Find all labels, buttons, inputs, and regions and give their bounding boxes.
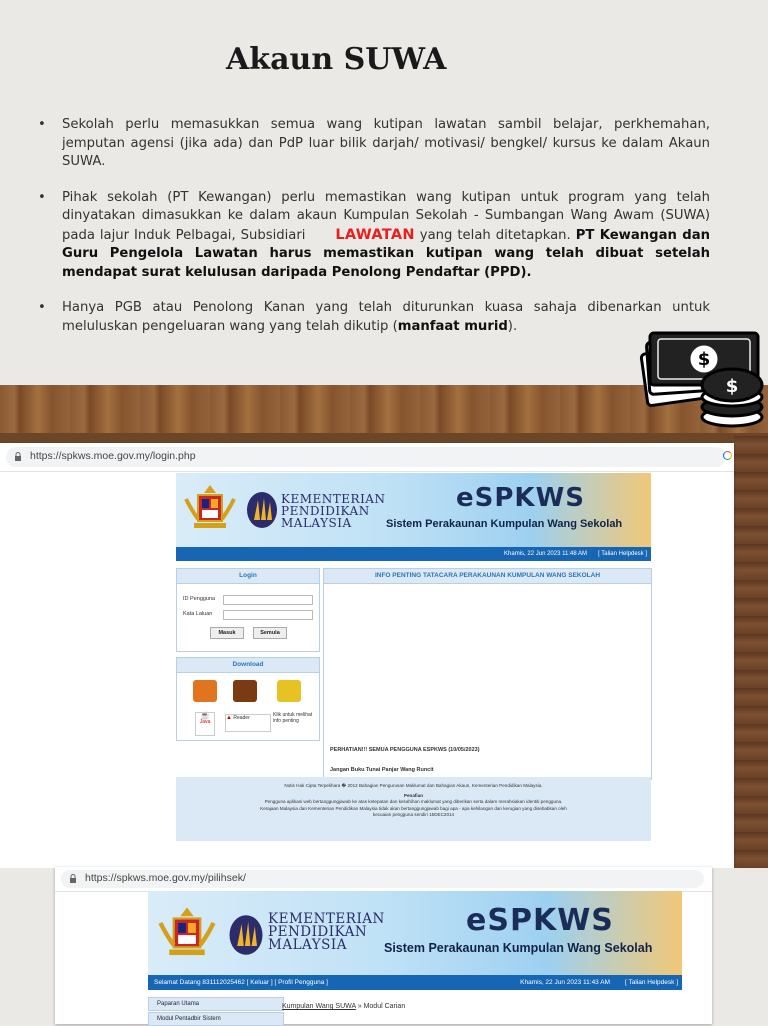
espkws-main-app [148, 891, 682, 1024]
kpm-logo-icon [228, 913, 264, 957]
welcome-user-text[interactable]: Selamat Datang 831112025462 [ Keluar ] [ Profil Pengguna ] [154, 979, 328, 986]
info-panel [323, 568, 652, 780]
lock-icon [14, 452, 22, 461]
disclaimer-title: Penafian [403, 793, 424, 799]
bullet-item-3 [38, 299, 710, 336]
download-panel [176, 657, 320, 741]
bullet-text: yang telah ditetapkan. [419, 227, 571, 243]
manual-book-icon[interactable] [193, 680, 217, 702]
bullet-item-1 [38, 116, 710, 172]
menu-item-home[interactable]: Paparan Utama [148, 997, 284, 1011]
notice-title: PERHATIAN!!! SEMUA PENGGUNA ESPKWS (10/05/2023) [330, 747, 480, 753]
menu-item-admin[interactable]: Modul Pentadbir Sistem [148, 1012, 284, 1026]
bullet-item-2 [38, 189, 710, 283]
edit-document-icon[interactable] [233, 680, 257, 702]
ministry-line-2: PENDIDIKAN [281, 504, 370, 518]
wood-edge [734, 433, 768, 868]
browser-address-bar [0, 443, 734, 472]
current-date: Khamis, 22 Jun 2023 11:43 AM [520, 979, 610, 986]
lock-icon [69, 874, 77, 883]
download-panel-title: Download [177, 658, 319, 673]
slide-title: Akaun SUWA [226, 42, 447, 77]
login-page-screenshot [0, 443, 734, 868]
bullet-text: Hanya PGB atau Penolong Kanan yang telah diturunkan kuasa sahaja dibenarkan untuk meluluskan pengeluaran wang yang telah dikutip ( [62, 300, 710, 334]
java-label: Java [199, 719, 211, 725]
malaysia-crest-icon [156, 903, 218, 965]
highlight-lawatan: LAWATAN [335, 226, 415, 243]
breadcrumb-link[interactable]: Kumpulan Wang SUWA [282, 1003, 356, 1010]
login-panel-title: Login [177, 569, 319, 584]
disclaimer-line-2: Kerajaan Malaysia dan Kementerian Pendidikan Malaysia tidak akan bertanggungjawab bagi apa - apa kehilangan dan kerugian yang disebabkan oleh [260, 805, 567, 811]
bullet-text: Pihak sekolah (PT Kewangan) perlu memastikan wang kutipan untuk program yang telah dinyatakan dimasukkan ke dalam akaun Kumpulan Sekolah - Sumbangan Wang Awam (SUWA) pada lajur Induk Pelbagai, Subsidiari [62, 189, 710, 243]
password-input[interactable] [223, 610, 313, 620]
reader-label: Reader [233, 715, 250, 721]
top-nav-bar [176, 547, 651, 561]
java-icon: ☕ [200, 711, 210, 720]
disclaimer-line-3: kecuaian pengguna sendiri 15DEC2014 [372, 811, 455, 817]
bullet-marker: • [38, 189, 46, 205]
ministry-line-3: MALAYSIA [281, 516, 352, 530]
helpdesk-link[interactable]: [ Talian Helpdesk ] [625, 979, 678, 986]
folder-download-icon[interactable] [277, 680, 301, 702]
bullet-emphasis: PT Kewangan dan Guru Pengelola Lawatan harus memastikan kutipan wang telah dibuat setelah mendapat surat kelulusan daripada Penolong Pendaftar (PPD). [62, 227, 710, 280]
adobe-reader-link[interactable] [225, 714, 271, 732]
app-subtitle: Sistem Perakaunan Kumpulan Wang Sekolah [384, 941, 653, 955]
copyright-text: Notis Hak Cipta Terpelihara � 2012 Bahagian Pengurusan Maklumat dan Bahagian Akaun, Kementerian Pendidikan Malaysia. [284, 783, 543, 788]
bullet-list [38, 116, 710, 353]
login-panel [176, 568, 320, 652]
top-nav-bar [148, 975, 682, 990]
url-text: https://spkws.moe.gov.my/login.php [30, 450, 196, 462]
espkws-login-app [176, 473, 651, 863]
url-pill[interactable] [61, 870, 704, 888]
login-button[interactable]: Masuk [210, 627, 244, 639]
app-subtitle: Sistem Perakaunan Kumpulan Wang Sekolah [386, 518, 623, 530]
kpm-logo-icon [246, 490, 278, 530]
bullet-text: Sekolah perlu memasukkan semua wang kutipan lawatan sambil belajar, perkhemahan, jemputan agensi (jika ada) dan PdP luar bilik darjah/ motivasi/ bengkel/ kursus ke dalam Akaun SUWA. [62, 117, 710, 169]
password-label: Kata Laluan [183, 611, 213, 617]
chrome-logo-icon [723, 451, 732, 460]
breadcrumb [282, 1003, 405, 1010]
school-select-screenshot [55, 867, 712, 1024]
app-logo-text: eSPKWS [456, 483, 585, 513]
helpdesk-link[interactable]: [ Talian Helpdesk ] [598, 551, 647, 557]
bullet-text: ). [507, 318, 518, 334]
notice-subtitle: Jangan Buku Tunai Panjar Wang Runcit [330, 767, 434, 773]
reset-button[interactable]: Semula [253, 627, 287, 639]
java-download-link[interactable] [195, 712, 215, 736]
url-pill[interactable] [6, 447, 726, 467]
user-id-label: ID Pengguna [183, 596, 216, 602]
user-id-input[interactable] [223, 595, 313, 605]
info-panel-title: INFO PENTING TATACARA PERAKAUNAN KUMPULAN WANG SEKOLAH [324, 569, 651, 584]
money-stack-icon [636, 325, 766, 435]
espkws-banner [148, 891, 682, 975]
ministry-name [281, 493, 385, 529]
bullet-marker: • [38, 117, 46, 132]
ministry-line-1: KEMENTERIAN [268, 911, 385, 927]
breadcrumb-current: » Modul Carian [357, 1003, 406, 1010]
url-text: https://spkws.moe.gov.my/pilihsek/ [85, 872, 246, 884]
malaysia-crest-icon [182, 481, 238, 537]
disclaimer-line-1: Pengguna aplikasi web bertanggungjawab ke atas ketepatan dan kesahihan maklumat yang diberikan serta dalam merahsiakan identiti pengguna. [264, 799, 563, 805]
info-link[interactable]: Klik untuk melihat info penting [273, 712, 313, 724]
current-date: Khamis, 22 Jun 2023 11:48 AM [504, 551, 587, 557]
ministry-line-3: MALAYSIA [268, 937, 347, 953]
bullet-marker: • [38, 300, 46, 315]
ministry-name [268, 913, 385, 952]
ministry-line-1: KEMENTERIAN [281, 492, 386, 506]
svg-text:$: $ [697, 349, 711, 370]
page-footer [176, 777, 651, 841]
ministry-line-2: PENDIDIKAN [268, 924, 368, 940]
bullet-emphasis: manfaat murid [397, 318, 508, 334]
app-logo-text: eSPKWS [466, 903, 614, 938]
espkws-banner [176, 473, 651, 547]
svg-text:$: $ [725, 376, 739, 397]
adobe-reader-icon: ▲ [226, 715, 232, 721]
browser-address-bar [55, 867, 712, 892]
